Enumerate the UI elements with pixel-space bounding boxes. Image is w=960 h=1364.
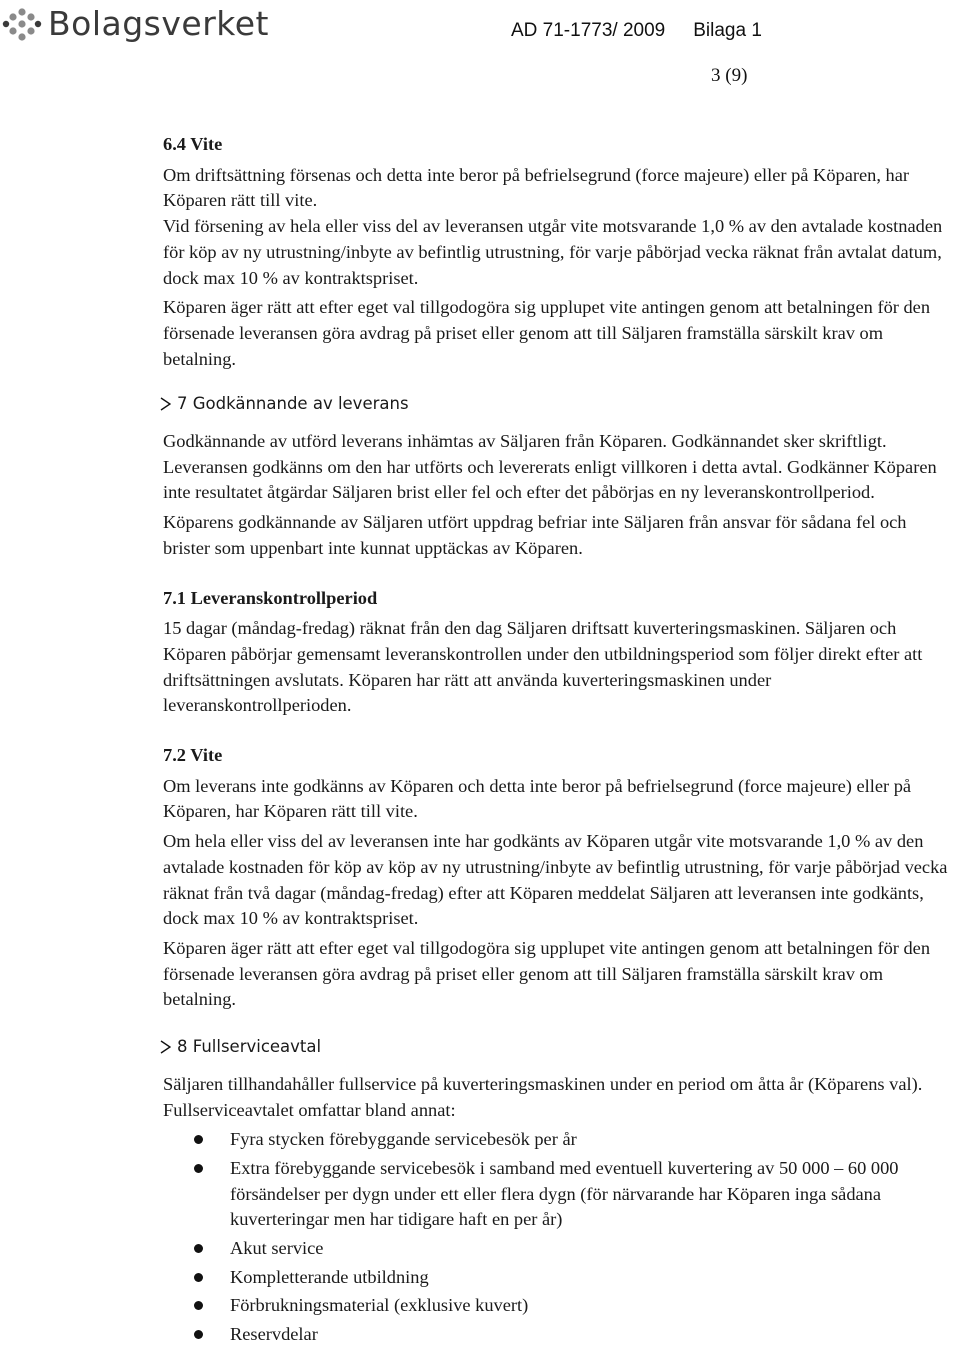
logo-wordmark: Bolagsverket <box>48 4 269 43</box>
heading-7 <box>160 391 950 417</box>
list-item: Fyra stycken förebyggande servicebesök per år <box>163 1127 953 1153</box>
arrow-right-icon <box>160 1040 171 1054</box>
service-list <box>163 1127 953 1348</box>
paragraph: Om hela eller viss del av leveransen inte har godkänts av Köparen utgår vite motsvarande 1,0 % av den avtalade kostnaden för köp av köp av ny utrustning/inbyte av befintlig utrustning, för varje påbörjad vecka räknat från två dagar (måndag-fredag) efter att Köparen meddelat Säljaren att leveransen inte godkänts, dock max 10 % av kontraktspriset. <box>163 831 948 929</box>
page-number: 3 (9) <box>711 65 748 86</box>
heading-8-label: 8 Fullserviceavtal <box>177 1037 322 1057</box>
list-item: Reservdelar <box>163 1322 953 1348</box>
paragraph: Godkännande av utförd leverans inhämtas av Säljaren från Köparen. Godkännandet sker skriftligt. Leveransen godkänns om den har utförts och levererats enligt villkoren i detta avtal. Godkänner Köparen inte resultatet åtgärdar Säljaren brist eller fel och efter det påbörjas en ny leveranskontrollperiod. <box>163 431 937 503</box>
bullet-dot-icon <box>194 1135 203 1144</box>
bullet-dot-icon <box>194 1330 203 1339</box>
list-item: Akut service <box>163 1236 953 1262</box>
bullet-dot-icon <box>194 1164 203 1173</box>
paragraph: Om driftsättning försenas och detta inte beror på befrielsegrund (force majeure) eller på Köparen, har Köparen rätt till vite. <box>163 164 910 211</box>
heading-7-1: 7.1 Leveranskontrollperiod <box>163 587 378 608</box>
paragraph: 15 dagar (måndag-fredag) räknat från den dag Säljaren driftsatt kuverteringsmaskinen. Säljaren och Köparen påbörjar gemensamt leveranskontrollen under den utbildningsperiod som följer direkt efter att driftsättningen avslutats. Köparen har rätt att använda kuverteringsmaskinen under leveranskontrollperioden. <box>163 618 923 716</box>
document-id: AD 71-1773/ 2009 <box>511 20 666 41</box>
list-item: Extra förebyggande servicebesök i samband med eventuell kuvertering av 50 000 – 60 000 försändelser per dygn under ett eller flera dygn (för närvarande har Köparen inga sådana kuverteringar men har tidigare haft en per år) <box>163 1156 953 1233</box>
paragraph: Köparens godkännande av Säljaren utfört uppdrag befriar inte Säljaren från ansvar för sådana fel och brister som uppenbart inte kunnat upptäckas av Köparen. <box>163 512 907 558</box>
document-body <box>163 132 953 1348</box>
heading-7-label: 7 Godkännande av leverans <box>177 394 409 414</box>
page-header <box>0 0 960 86</box>
heading-8 <box>160 1034 950 1060</box>
heading-6-4: 6.4 Vite <box>163 134 223 154</box>
bolagsverket-logo-icon <box>2 4 42 44</box>
heading-7-2: 7.2 Vite <box>163 745 223 766</box>
paragraph: Om leverans inte godkänns av Köparen och detta inte beror på befrielsegrund (force majeure) eller på Köparen, har Köparen rätt till vite. <box>163 775 912 822</box>
bullet-dot-icon <box>194 1273 203 1282</box>
arrow-right-icon <box>160 397 171 411</box>
bullet-dot-icon <box>194 1301 203 1310</box>
paragraph: Säljaren tillhandahåller fullservice på kuverteringsmaskinen under en period om åtta år (Köparens val). Fullserviceavtalet omfattar bland annat: <box>163 1073 923 1120</box>
list-item: Kompletterande utbildning <box>163 1265 953 1291</box>
list-item: Förbrukningsmaterial (exklusive kuvert) <box>163 1293 953 1319</box>
attachment-label: Bilaga 1 <box>693 20 762 41</box>
paragraph: Köparen äger rätt att efter eget val tillgodogöra sig upplupet vite antingen genom att betalningen för den försenade leveransen göra avdrag på priset eller genom att till Säljaren framställa särskilt krav om betalning. <box>163 937 931 1010</box>
bullet-dot-icon <box>194 1244 203 1253</box>
bolagsverket-logo <box>2 4 269 44</box>
paragraph: Vid försening av hela eller viss del av leveransen utgår vite motsvarande 1,0 % av den avtalade kostnaden för köp av ny utrustning/inbyte av befintlig utrustning, för varje påbörjad vecka räknat från avtalat datum, dock max 10 % av kontraktspriset. <box>163 216 943 288</box>
paragraph: Köparen äger rätt att efter eget val tillgodogöra sig upplupet vite antingen genom att betalningen för den försenade leveransen göra avdrag på priset eller genom att till Säljaren framställa särskilt krav om betalning. <box>163 297 931 369</box>
document-reference <box>511 20 762 42</box>
